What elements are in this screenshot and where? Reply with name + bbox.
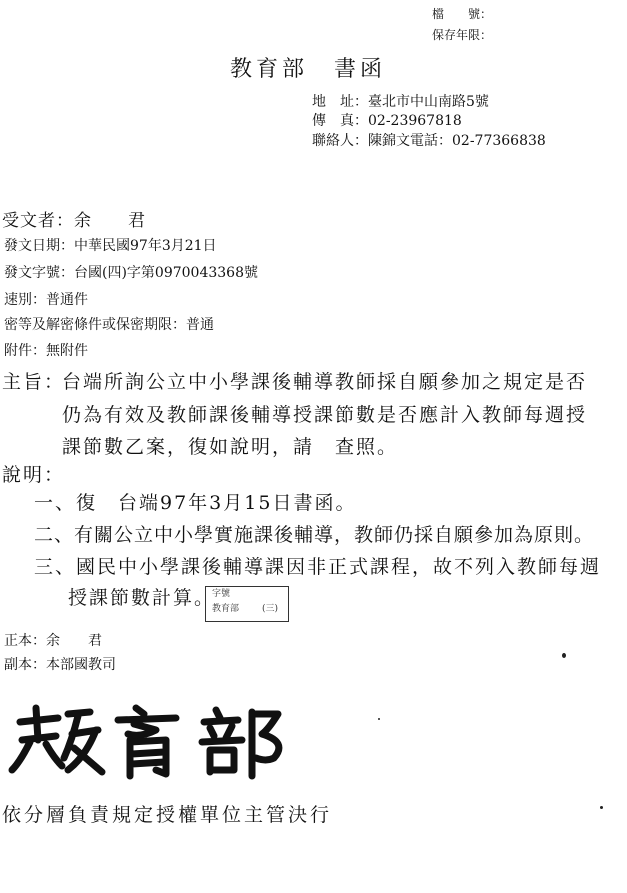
fax-line: 傳 真：02-23967818 <box>312 113 462 129</box>
carbon-copy-field: 副本：本部國教司 <box>4 657 116 673</box>
explanation-item-1: 一、復 台端97年3月15日書函。 <box>34 492 357 514</box>
document-number-field: 發文字號：台國(四)字第0970043368號 <box>4 265 258 281</box>
delivery-speed-field: 速別：普通件 <box>4 292 88 308</box>
explanation-item-3-continued: 授課節數計算。 <box>68 587 216 609</box>
retention-period-label: 保存年限： <box>432 28 493 42</box>
subject-line-2: 仍為有效及教師課後輔導授課節數是否應計入教師每週授 <box>62 404 588 426</box>
explanation-item-3: 三、國民中小學課後輔導課因非正式課程，故不列入教師每週 <box>34 556 602 578</box>
stamp-text-mark: (三) <box>262 604 279 614</box>
subject-line-1: 台端所詢公立中小學課後輔導教師採自願參加之規定是否 <box>62 371 588 393</box>
original-copy-field: 正本：余 君 <box>4 633 102 649</box>
scan-speck <box>600 806 603 809</box>
subject-line-3: 課節數乙案，復如說明，請 查照。 <box>62 436 399 458</box>
delegation-footer: 依分層負責規定授權單位主管決行 <box>2 804 333 826</box>
scan-speck <box>378 718 380 720</box>
signature-text: 教育部 <box>6 700 9 701</box>
explanation-item-2: 二、有關公立中小學實施課後輔導，教師仍採自願參加為原則。 <box>34 524 595 546</box>
ministry-signature-seal <box>6 700 296 780</box>
document-title: 教育部 書函 <box>230 57 387 82</box>
stamp-text-top: 字號 <box>212 589 231 599</box>
contact-person-line: 聯絡人：陳錦文電話：02-77366838 <box>312 133 546 149</box>
security-level-field: 密等及解密條件或保密期限：普通 <box>4 317 214 333</box>
scan-speck <box>562 653 566 658</box>
subject-label: 主旨： <box>2 371 66 393</box>
official-seal-stamp <box>205 586 289 622</box>
attachment-field: 附件：無附件 <box>4 343 88 359</box>
recipient-field: 受文者：余 君 <box>2 211 146 231</box>
explanation-label: 說明： <box>2 464 66 486</box>
stamp-text-bottom: 教育部 <box>212 604 240 614</box>
file-number-label: 檔 號： <box>432 7 493 21</box>
address-line: 地 址：臺北市中山南路5號 <box>312 94 489 110</box>
issue-date-field: 發文日期：中華民國97年3月21日 <box>4 238 217 254</box>
